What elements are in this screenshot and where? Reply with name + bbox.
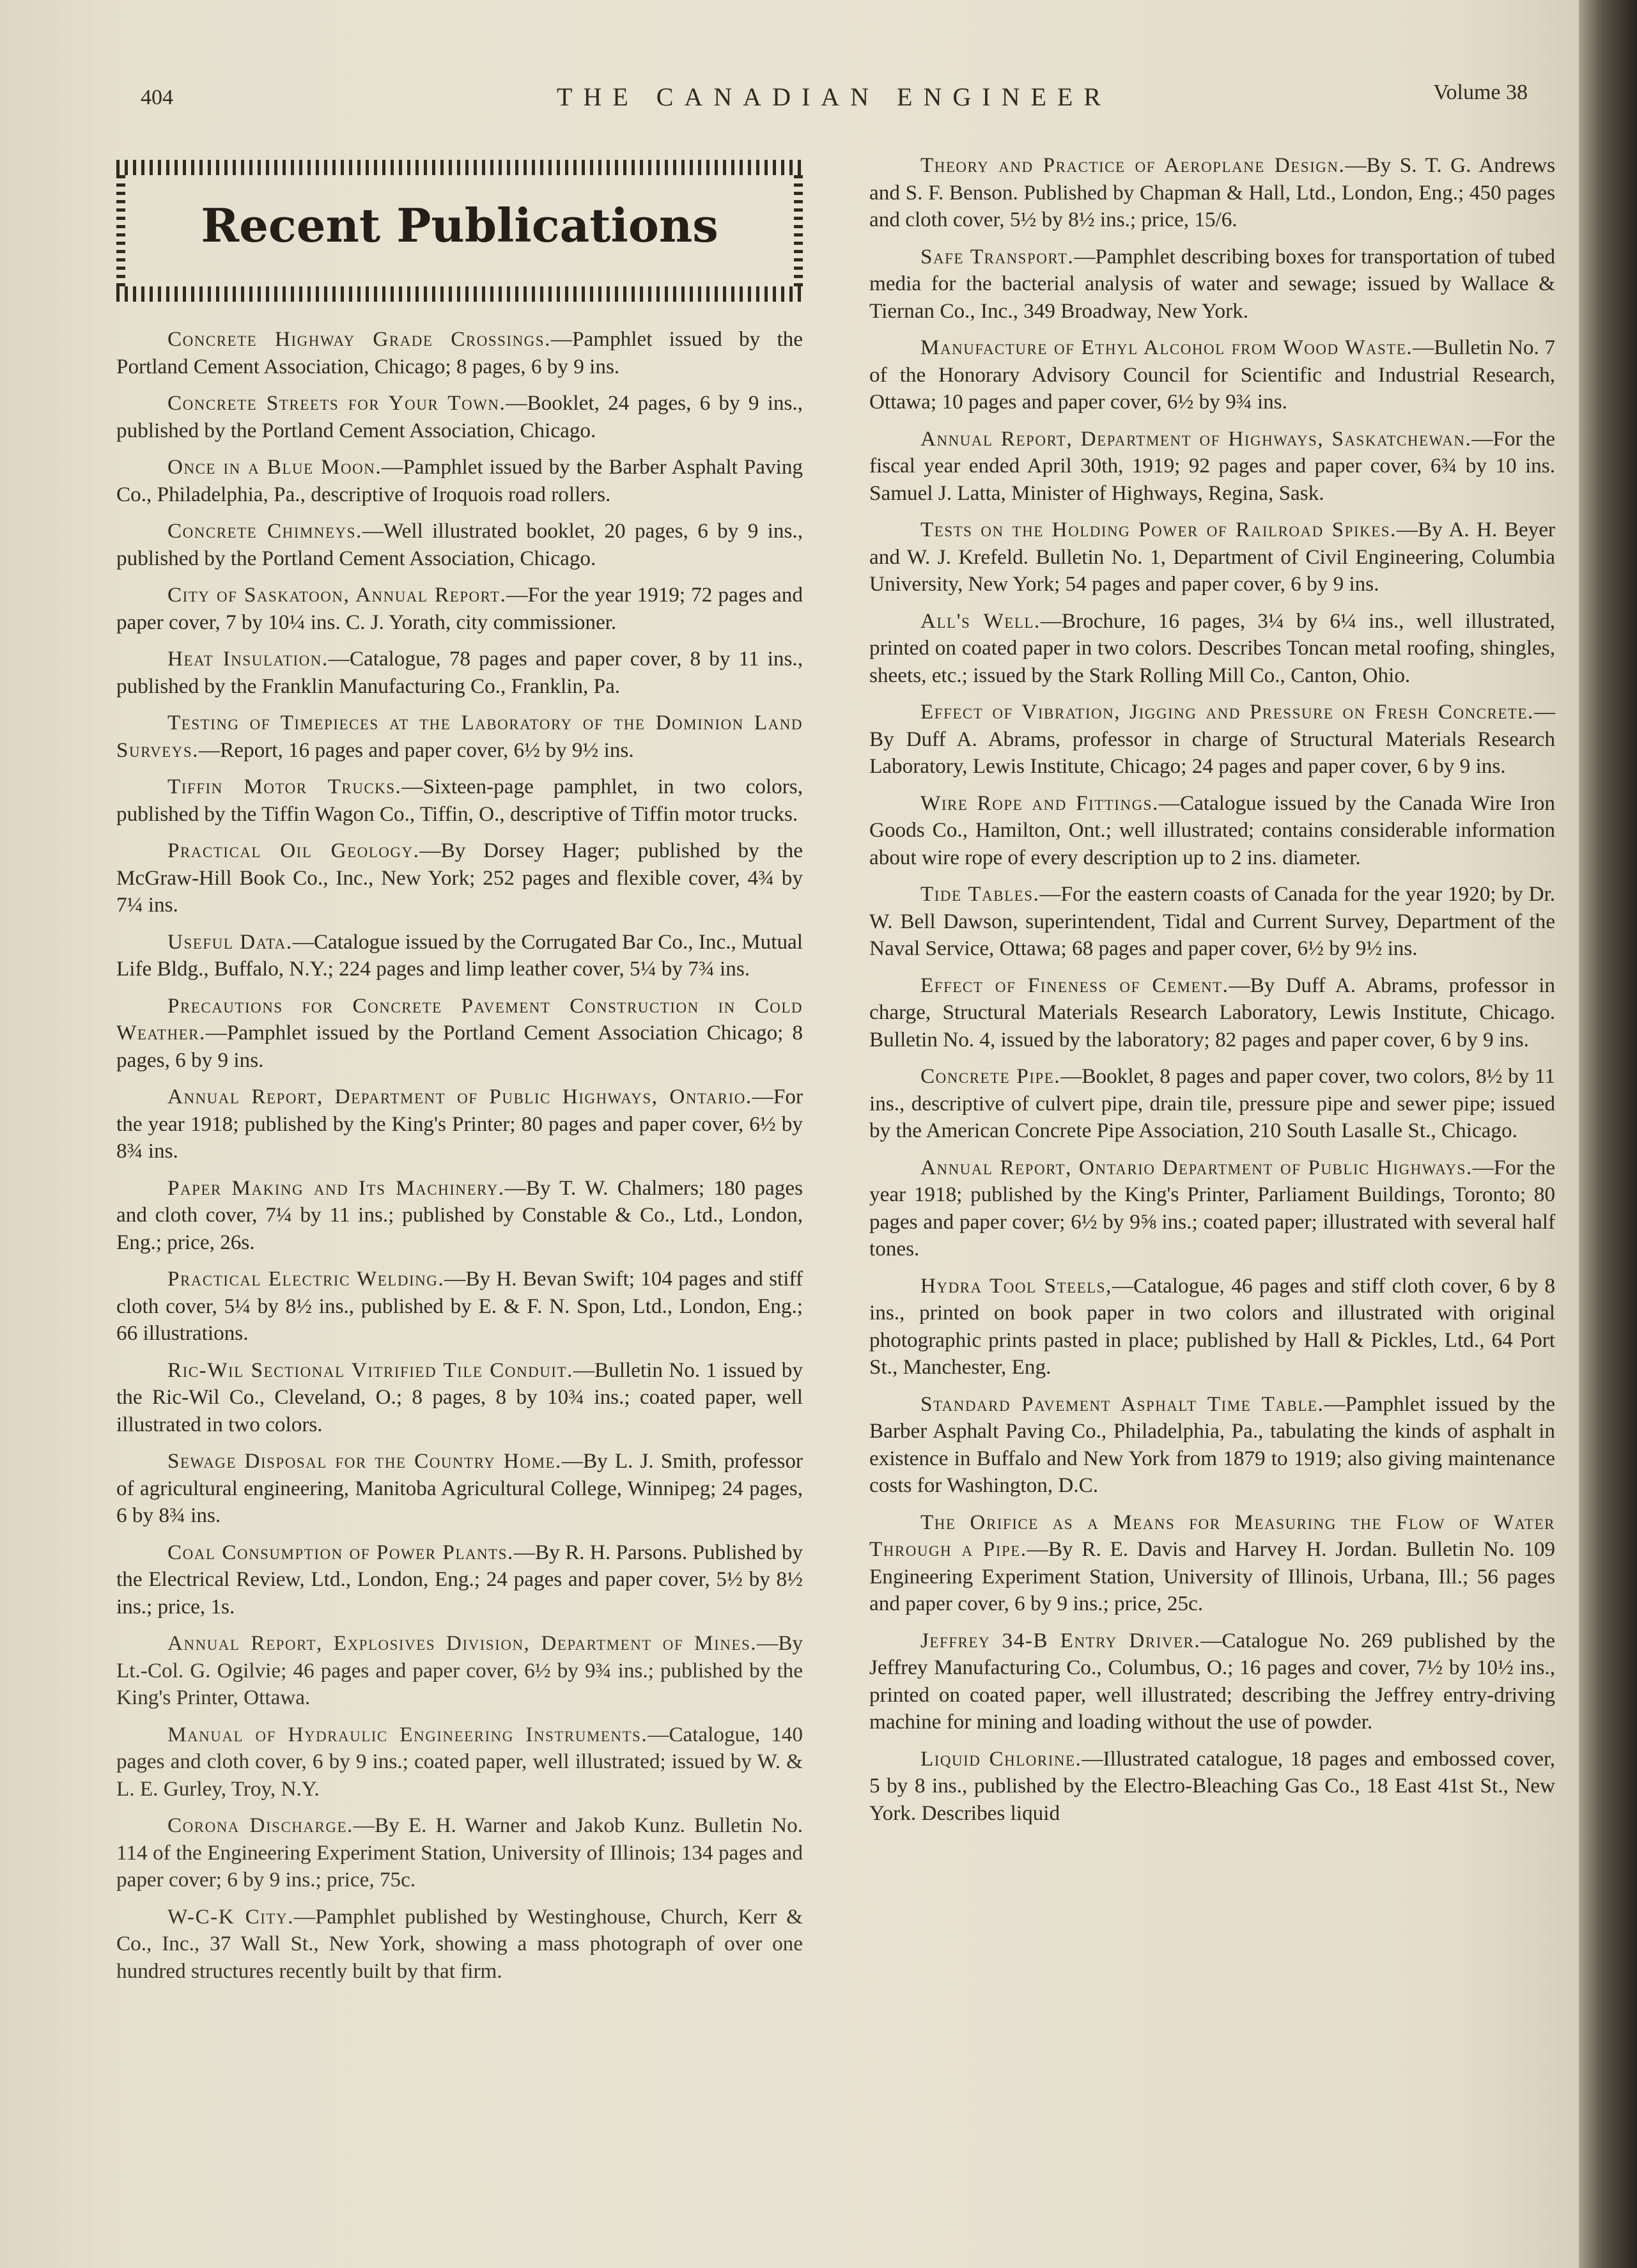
publication-title: Annual Report, Department of Highways, Saskatchewan.	[920, 426, 1472, 451]
publication-title: Paper Making and Its Machinery.	[167, 1176, 505, 1200]
publication-entry	[869, 699, 1555, 781]
publication-description: —Brochure, 16 pages, 3¼ by 6¼ ins., well illustrated, printed on coated paper in two colors. Describes Toncan metal roofing, shingles, sheets, etc.; issued by the Stark Rolling Mill Co., Canton, Ohio.	[869, 609, 1555, 687]
left-column	[116, 326, 803, 1994]
publication-description: —Sixteen-page pamphlet, in two colors, published by the Tiffin Wagon Co., Tiffin, O., descriptive of Tiffin motor trucks.	[116, 775, 803, 826]
banner-bottom-border	[116, 286, 803, 302]
publication-description: —Catalogue, 140 pages and cloth cover, 6 by 9 ins.; coated paper, well illustrated; issued by W. & L. E. Gurley, Troy, N.Y.	[116, 1722, 803, 1801]
publication-title: Coal Consumption of Power Plants.	[167, 1540, 514, 1564]
publication-entry	[116, 1084, 803, 1165]
right-column	[869, 152, 1555, 1837]
publication-title: Ric-Wil Sectional Vitrified Tile Conduit.	[167, 1358, 573, 1382]
publication-title: Annual Report, Department of Public Highways, Ontario.	[167, 1085, 752, 1108]
publication-description: —Bulletin No. 1 issued by the Ric-Wil Co., Cleveland, O.; 8 pages, 8 by 10¾ ins.; coated paper, well illustrated in two colors.	[116, 1358, 803, 1436]
volume-label: Volume 38	[1433, 81, 1528, 104]
publication-title: Precautions for Concrete Pavement Construction in Cold Weather.	[116, 993, 803, 1045]
publication-entry	[869, 426, 1555, 508]
publication-entry	[869, 608, 1555, 690]
publication-title: Wire Rope and Fittings.	[920, 791, 1159, 815]
publication-title: Standard Pavement Asphalt Time Table.	[920, 1392, 1324, 1416]
publication-entry	[869, 1063, 1555, 1145]
publication-entry	[869, 1273, 1555, 1381]
publication-entry	[869, 1746, 1555, 1828]
publication-description: —For the fiscal year ended April 30th, 1919; 92 pages and paper cover, 6¾ by 10 ins. Samuel J. Latta, Minister of Highways, Regina, Sask.	[869, 426, 1555, 505]
publication-entry	[869, 334, 1555, 416]
publication-title: Tests on the Holding Power of Railroad Spikes.	[920, 518, 1397, 541]
book-spine-edge	[1579, 0, 1637, 2268]
publication-description: —Pamphlet issued by the Portland Cement Association, Chicago; 8 pages, 6 by 9 ins.	[116, 327, 803, 378]
publication-description: —Catalogue, 46 pages and stiff cloth cover, 6 by 8 ins., printed on book paper in two colors and illustrated with original photographic prints pasted in place; published by Hall & Pickles, Ltd., 64 Port St., Manchester, Eng.	[869, 1273, 1556, 1379]
publication-entry	[116, 1539, 803, 1621]
publication-title: Annual Report, Ontario Department of Public Highways.	[920, 1155, 1473, 1179]
publication-description: —Illustrated catalogue, 18 pages and embossed cover, 5 by 8 ins., published by the Electro-Bleaching Gas Co., 18 East 41st St., New York. Describes liquid	[869, 1746, 1555, 1825]
publication-description: —Pamphlet issued by the Portland Cement Association Chicago; 8 pages, 6 by 9 ins.	[116, 1021, 803, 1072]
publication-title: Concrete Highway Grade Crossings.	[167, 327, 551, 351]
publication-description: —Catalogue No. 269 published by the Jeffrey Manufacturing Co., Columbus, O.; 16 pages and cover, 7½ by 10½ ins., printed on coated paper, well illustrated; describing the Jeffrey entry-driving machine for mining and loading without the use of powder.	[869, 1628, 1555, 1734]
publication-description: —By R. H. Parsons. Published by the Electrical Review, Ltd., London, Eng.; 24 pages and paper cover, 5½ by 8½ ins.; price, 1s.	[116, 1540, 803, 1619]
publication-entry	[116, 1904, 803, 1985]
publication-entry	[869, 1509, 1555, 1618]
publication-title: W-C-K City.	[167, 1904, 294, 1929]
publication-description: —By S. T. G. Andrews and S. F. Benson. Published by Chapman & Hall, Ltd., London, Eng.; 450 pages and cloth cover, 5½ by 8½ ins.; price, 15/6.	[869, 153, 1555, 231]
publication-description: —By R. E. Davis and Harvey H. Jordan. Bulletin No. 109 Engineering Experiment Station, University of Illinois, Urbana, Ill.; 56 pages and paper cover, 6 by 9 ins.; price, 25c.	[869, 1537, 1556, 1615]
section-banner	[116, 160, 803, 302]
publication-entry	[116, 1812, 803, 1894]
publication-title: Testing of Timepieces at the Laboratory of the Dominion Land Surveys.	[116, 711, 803, 762]
publication-title: Liquid Chlorine.	[920, 1746, 1082, 1771]
publication-title: Heat Insulation.	[167, 647, 329, 671]
publication-entry	[869, 517, 1555, 598]
publication-description: —Booklet, 24 pages, 6 by 9 ins., published by the Portland Cement Association, Chicago.	[116, 391, 803, 442]
publication-description: —Catalogue, 78 pages and paper cover, 8 by 11 ins., published by the Franklin Manufacturing Co., Franklin, Pa.	[116, 647, 803, 698]
publication-title: Once in a Blue Moon.	[167, 455, 382, 479]
publication-description: —Pamphlet published by Westinghouse, Church, Kerr & Co., Inc., 37 Wall St., New York, showing a mass photograph of over one hundred structures recently built by that firm.	[116, 1904, 803, 1983]
publication-description: —Booklet, 8 pages and paper cover, two colors, 8½ by 11 ins., descriptive of culvert pipe, drain tile, pressure pipe and sewer pipe; issued by the American Concrete Pipe Association, 210 South Lasalle St., Chicago.	[869, 1064, 1555, 1142]
publication-description: —By H. Bevan Swift; 104 pages and stiff cloth cover, 5¼ by 8½ ins., published by E. & F. N. Spon, Ltd., London, Eng.; 66 illustrations.	[116, 1267, 803, 1345]
publication-title: Sewage Disposal for the Country Home.	[167, 1449, 562, 1473]
publication-description: —By A. H. Beyer and W. J. Krefeld. Bulletin No. 1, Department of Civil Engineering, Columbia University, New York; 54 pages and paper cover, 6 by 9 ins.	[869, 518, 1555, 596]
publication-entry	[116, 326, 803, 380]
publication-entry	[116, 929, 803, 983]
publication-entry	[869, 1154, 1555, 1263]
publication-description: —Catalogue issued by the Corrugated Bar Co., Inc., Mutual Life Bldg., Buffalo, N.Y.; 224 pages and limp leather cover, 5¼ by 7¾ ins.	[116, 929, 803, 981]
publication-description: —By E. H. Warner and Jakob Kunz. Bulletin No. 114 of the Engineering Experiment Station, University of Illinois; 134 pages and paper cover; 6 by 9 ins.; price, 75c.	[116, 1814, 803, 1891]
publication-description: —For the year 1918; published by the King's Printer, Parliament Buildings, Toronto; 80 pages and paper cover; 6½ by 9⅝ ins.; coated paper; illustrated with several half tones.	[869, 1155, 1555, 1261]
publication-entry	[116, 1448, 803, 1530]
publication-entry	[869, 244, 1555, 325]
publication-title: Jeffrey 34-B Entry Driver.	[920, 1628, 1201, 1652]
publication-title: The Orifice as a Means for Measuring the Flow of Water Through a Pipe.	[869, 1510, 1555, 1561]
publication-entry	[869, 790, 1555, 872]
publication-title: Hydra Tool Steels,	[920, 1273, 1112, 1298]
publication-entry	[116, 518, 803, 572]
publication-title: Practical Electric Welding.	[167, 1267, 445, 1291]
publication-entry	[116, 1630, 803, 1712]
publication-title: City of Saskatoon, Annual Report.	[167, 583, 507, 607]
publication-description: —By Duff A. Abrams, professor in charge of Structural Materials Research Laboratory, Lewis Institute, Chicago; 24 pages and paper cover, 6 by 9 ins.	[869, 700, 1555, 778]
publication-title: All's Well.	[920, 609, 1041, 633]
publication-description: —For the year 1919; 72 pages and paper cover, 7 by 10¼ ins. C. J. Yorath, city commissioner.	[116, 583, 803, 634]
publication-title: Practical Oil Geology.	[167, 839, 420, 862]
publication-title: Tiffin Motor Trucks.	[167, 775, 402, 798]
publication-title: Useful Data.	[167, 929, 293, 954]
publication-entry	[116, 582, 803, 636]
publication-entry	[116, 1721, 803, 1803]
publication-description: —By T. W. Chalmers; 180 pages and cloth cover, 7¼ by 11 ins.; published by Constable & Co., Ltd., London, Eng.; price, 26s.	[116, 1176, 803, 1254]
publication-description: —By L. J. Smith, professor of agricultural engineering, Manitoba Agricultural College, Winnipeg; 24 pages, 6 by 8¾ ins.	[116, 1449, 803, 1527]
publication-title: Effect of Vibration, Jigging and Pressure on Fresh Concrete.	[920, 700, 1534, 724]
publication-entry	[116, 710, 803, 764]
publication-entry	[116, 837, 803, 919]
publication-description: —Pamphlet issued by the Barber Asphalt Paving Co., Philadelphia, Pa., descriptive of Iroquois road rollers.	[116, 455, 803, 506]
publication-entry	[116, 1357, 803, 1439]
publication-title: Concrete Chimneys.	[167, 519, 362, 543]
publication-title: Effect of Fineness of Cement.	[920, 973, 1229, 997]
publication-title: Concrete Pipe.	[920, 1064, 1061, 1088]
publication-title: Annual Report, Explosives Division, Department of Mines.	[167, 1631, 757, 1655]
section-title: Recent Publications	[201, 198, 718, 252]
publication-entry	[869, 152, 1555, 234]
publication-entry	[869, 1627, 1555, 1736]
publication-description: —Bulletin No. 7 of the Honorary Advisory Council for Scientific and Industrial Research, Ottawa; 10 pages and paper cover, 6½ by 9¾ ins.	[869, 336, 1556, 414]
publication-title: Safe Transport.	[920, 244, 1075, 268]
banner-top-border	[116, 160, 803, 175]
publication-entry	[116, 454, 803, 508]
publication-description: —By Duff A. Abrams, professor in charge, Structural Materials Research Laboratory, Lewis Institute, Chicago. Bulletin No. 4, issued by the laboratory; 82 pages and paper cover, 6 by 9 ins.	[869, 973, 1555, 1052]
publication-entry	[116, 390, 803, 444]
publication-title: Concrete Streets for Your Town.	[167, 391, 506, 415]
publication-description: —For the eastern coasts of Canada for the year 1920; by Dr. W. Bell Dawson, superintendent, Tidal and Current Survey, Department of the Naval Service, Ottawa; 68 pages and paper cover, 6½ by 9½ ins.	[869, 882, 1555, 960]
page-header	[141, 75, 1528, 114]
publication-title: Manufacture of Ethyl Alcohol from Wood Waste.	[920, 336, 1413, 359]
publication-description: —Pamphlet describing boxes for transportation of tubed media for the bacterial analysis of water and sewage; issued by Wallace & Tiernan Co., Inc., 349 Broadway, New York.	[869, 244, 1556, 323]
publication-title: Manual of Hydraulic Engineering Instruments.	[167, 1722, 648, 1746]
publication-title: Theory and Practice of Aeroplane Design.	[920, 153, 1346, 177]
publication-description: —For the year 1918; published by the King's Printer; 80 pages and paper cover, 6½ by 8¾ ins.	[116, 1085, 803, 1163]
page-number: 404	[141, 86, 173, 109]
publication-title: Corona Discharge.	[167, 1814, 353, 1837]
publication-entry	[116, 1175, 803, 1257]
publication-description: —By Dorsey Hager; published by the McGraw-Hill Book Co., Inc., New York; 252 pages and flexible cover, 4¾ by 7¼ ins.	[116, 839, 803, 917]
publication-entry	[116, 773, 803, 828]
journal-title: THE CANADIAN ENGINEER	[556, 82, 1112, 111]
publication-description: —By Lt.-Col. G. Ogilvie; 46 pages and paper cover, 6½ by 9¾ ins.; published by the King's Printer, Ottawa.	[116, 1631, 803, 1709]
publication-description: —Catalogue issued by the Canada Wire Iron Goods Co., Hamilton, Ont.; well illustrated; contains considerable information about wire rope of every description up to 2 ins. diameter.	[869, 791, 1555, 869]
publication-description: —Report, 16 pages and paper cover, 6½ by 9½ ins.	[198, 738, 634, 762]
publication-entry	[116, 1266, 803, 1348]
publication-entry	[116, 646, 803, 700]
publication-description: —Well illustrated booklet, 20 pages, 6 by 9 ins., published by the Portland Cement Association, Chicago.	[116, 519, 803, 570]
publication-entry	[116, 993, 803, 1075]
publication-description: —Pamphlet issued by the Barber Asphalt Paving Co., Philadelphia, Pa., tabulating the kinds of asphalt in existence in Buffalo and New York from 1879 to 1919; also giving maintenance costs for Washington, D.C.	[869, 1392, 1555, 1497]
publication-entry	[869, 881, 1555, 963]
publication-entry	[869, 972, 1555, 1054]
publication-entry	[869, 1391, 1555, 1500]
publication-title: Tide Tables.	[920, 882, 1040, 906]
